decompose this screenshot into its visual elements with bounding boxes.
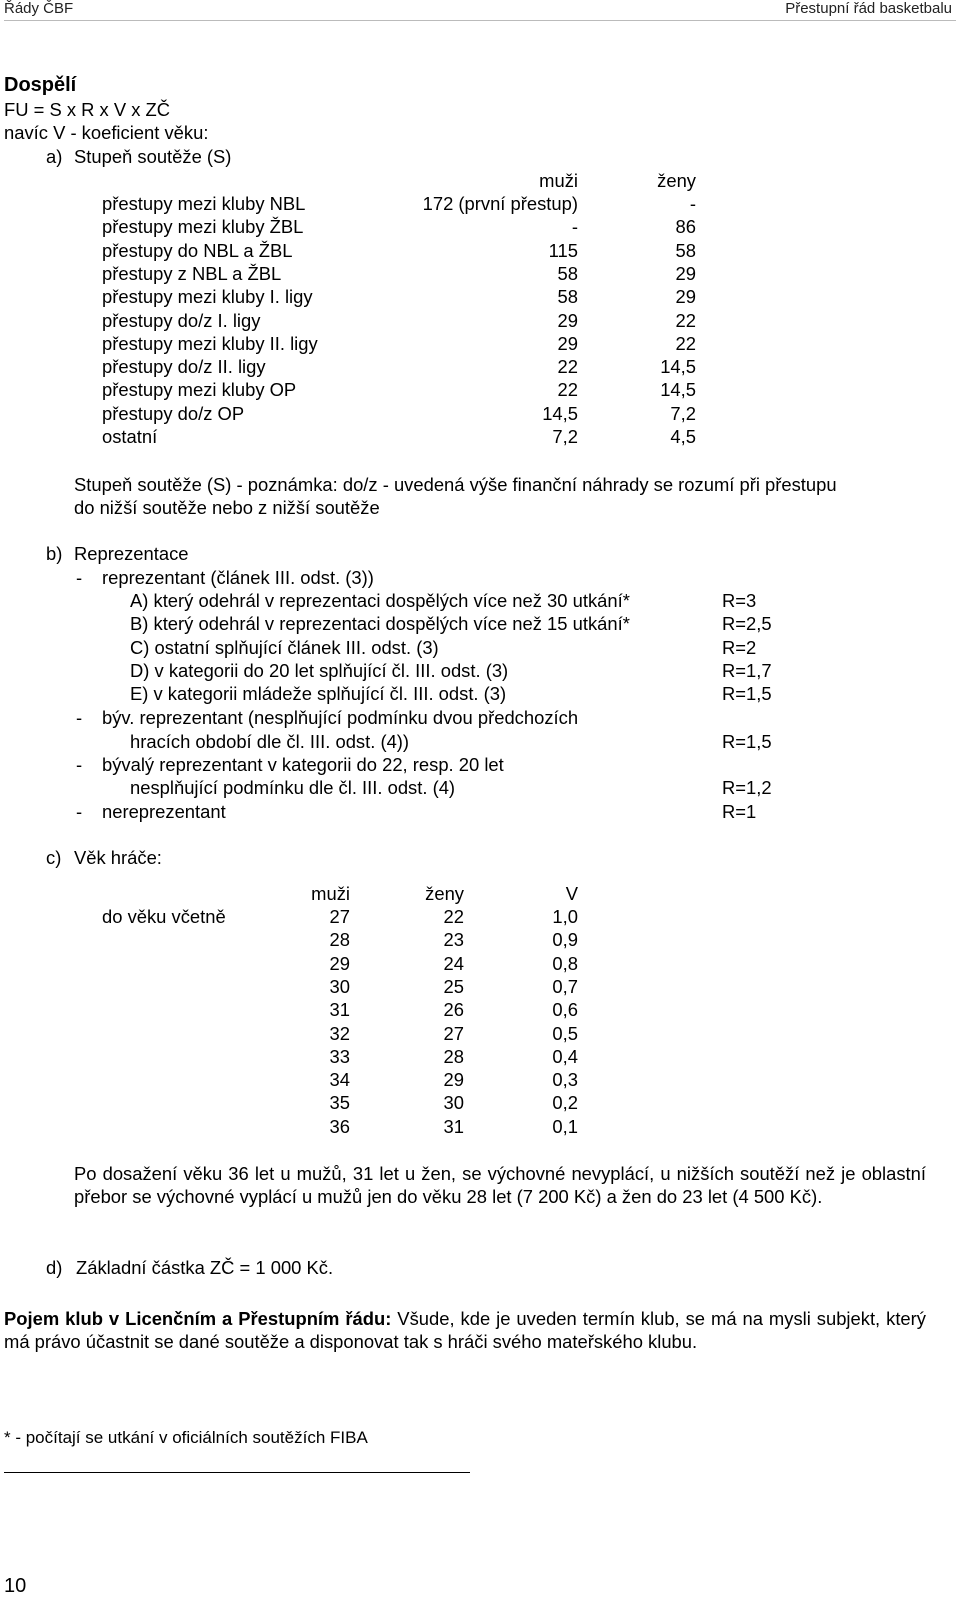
vek-row-v: 0,5	[552, 1022, 578, 1044]
b-item2-value: R=1,5	[722, 731, 772, 752]
vek-row-women: 27	[443, 1022, 464, 1044]
vek-row-men: 32	[329, 1022, 350, 1044]
reprezentace-sub-text: C) ostatní splňující článek III. odst. (3)	[130, 636, 439, 658]
vek-row-men: 34	[329, 1069, 350, 1091]
stupen-row-men: 22	[557, 379, 578, 401]
vek-row-women: 23	[443, 929, 464, 951]
c-label: c)	[46, 847, 62, 868]
b-item3-value: R=1,2	[722, 777, 772, 798]
d-label: d)	[46, 1257, 63, 1278]
stupen-row-name: přestupy mezi kluby I. ligy	[102, 286, 313, 308]
footnote: * - počítají se utkání v oficiálních soutěžích FIBA	[4, 1428, 368, 1447]
reprezentace-sub-value: R=1,5	[722, 683, 772, 705]
header-divider	[4, 20, 956, 21]
b-item3-line2: nesplňující podmínku dle čl. III. odst. (4)	[130, 777, 456, 798]
stupen-row-men: 14,5	[542, 402, 578, 424]
vek-row-women: 26	[443, 999, 464, 1021]
reprezentace-sub-text: A) který odehrál v reprezentaci dospělých více než 30 utkání*	[130, 590, 630, 611]
b-item2-line1: býv. reprezentant (nesplňující podmínku dvou předchozích	[102, 707, 579, 728]
vek-row-women: 24	[443, 952, 464, 974]
vek-row-v: 1,0	[552, 906, 578, 927]
b-dash-4: -	[76, 801, 83, 822]
a-col-men: muži	[539, 170, 578, 191]
vek-row-women: 29	[443, 1069, 464, 1091]
c-col-men: muži	[311, 883, 350, 904]
stupen-row-women: 7,2	[670, 402, 696, 424]
c-col-women: ženy	[425, 883, 464, 904]
stupen-row-women: 86	[675, 216, 696, 238]
a-label: a)	[46, 146, 63, 167]
page-number: 10	[4, 1575, 27, 1597]
stupen-row-men: 172 (první přestup)	[422, 193, 578, 214]
vek-row-v: 0,7	[552, 975, 578, 997]
vek-row-men: 33	[329, 1045, 350, 1067]
c-title: Věk hráče:	[74, 847, 162, 868]
reprezentace-sub-value: R=2	[722, 636, 757, 658]
b-dash-3: -	[76, 754, 83, 775]
vek-row-men: 28	[329, 929, 350, 951]
reprezentace-sub-value: R=3	[722, 590, 757, 611]
vek-row-women: 31	[443, 1115, 464, 1137]
section-title: Dospělí	[4, 74, 77, 96]
reprezentace-sub-text: B) který odehrál v reprezentaci dospělých více než 15 utkání*	[130, 613, 630, 635]
c-paragraph: Po dosažení věku 36 let u mužů, 31 let u žen, se výchovné nevyplácí, u nižších soutěží než je oblastní přebor se výchovné vyplácí u mužů jen do věku 28 let (7 200 Kč) a žen do 23 let (4 500 Kč).	[74, 1163, 926, 1207]
club-definition-text: Všude, kde je uveden termín klub, se má na mysli subjekt, který má právo účastnit se dané soutěže a disponovat tak s hráči svého mateřského klubu.	[4, 1308, 926, 1352]
stupen-row-women: 14,5	[660, 379, 696, 401]
b-dash-1: -	[76, 567, 83, 588]
stupen-row-women: 29	[675, 262, 696, 284]
club-definition-bold: Pojem klub v Licenčním a Přestupním řádu:	[4, 1308, 392, 1329]
stupen-row-women: 4,5	[670, 426, 696, 447]
vek-row-women: 25	[443, 975, 464, 997]
b-item4: nereprezentant	[102, 801, 226, 822]
b-title: Reprezentace	[74, 543, 189, 564]
club-definition	[4, 1307, 926, 1353]
stupen-row-women: 22	[675, 332, 696, 354]
vek-row-v: 0,8	[552, 952, 578, 974]
vek-row-v: 0,6	[552, 999, 578, 1021]
header-right: Přestupní řád basketbalu	[785, 0, 952, 17]
header-left: Řády ČBF	[4, 0, 74, 17]
stupen-row-men: 115	[548, 239, 578, 261]
stupen-row-women: 58	[675, 239, 696, 261]
stupen-row-men: 58	[557, 286, 578, 308]
stupen-row-name: ostatní	[102, 426, 158, 447]
stupen-row-men: 58	[557, 262, 578, 284]
stupen-row-name: přestupy do/z I. ligy	[102, 309, 261, 331]
vek-row-v: 0,4	[552, 1045, 578, 1067]
stupen-row-men: 29	[557, 332, 578, 354]
vek-row-men: 30	[329, 975, 350, 997]
stupen-row-men: -	[571, 216, 578, 238]
formula-note: navíc V - koeficient věku:	[4, 122, 209, 143]
vek-row-women: 22	[443, 906, 464, 927]
stupen-row-name: přestupy mezi kluby NBL	[102, 193, 306, 214]
b-dash-2: -	[76, 707, 83, 728]
b-item3-line1: bývalý reprezentant v kategorii do 22, resp. 20 let	[102, 754, 504, 775]
a-title: Stupeň soutěže (S)	[74, 146, 232, 167]
vek-row-v: 0,3	[552, 1069, 578, 1091]
reprezentace-sub-value: R=1,7	[722, 659, 772, 681]
a-col-women: ženy	[657, 170, 696, 191]
footnote-divider	[4, 1472, 470, 1473]
stupen-row-men: 29	[557, 309, 578, 331]
formula: FU = S x R x V x ZČ	[4, 99, 171, 120]
b-item1: reprezentant (článek III. odst. (3))	[102, 567, 374, 588]
b-item4-value: R=1	[722, 801, 757, 822]
stupen-row-name: přestupy do NBL a ŽBL	[102, 239, 293, 261]
a-note-line2: do nižší soutěže nebo z nižší soutěže	[74, 497, 380, 518]
vek-row-men: 27	[329, 906, 350, 927]
stupen-row-name: přestupy do/z II. ligy	[102, 356, 266, 378]
stupen-row-women: -	[689, 193, 696, 214]
stupen-row-women: 22	[675, 309, 696, 331]
b-item2-line2: hracích období dle čl. III. odst. (4))	[130, 731, 410, 752]
stupen-row-women: 14,5	[660, 356, 696, 378]
vek-row-men: 31	[329, 999, 350, 1021]
vek-row-men: 29	[329, 952, 350, 974]
vek-row-v: 0,1	[552, 1115, 578, 1137]
stupen-row-name: přestupy mezi kluby ŽBL	[102, 216, 304, 238]
vek-row-men: 36	[329, 1115, 350, 1137]
stupen-row-name: přestupy mezi kluby II. ligy	[102, 332, 318, 354]
vek-row-women: 28	[443, 1045, 464, 1067]
c-row-label: do věku včetně	[102, 906, 226, 927]
d-text: Základní částka ZČ = 1 000 Kč.	[76, 1257, 334, 1278]
stupen-row-men: 7,2	[552, 426, 578, 447]
stupen-row-men: 22	[557, 356, 578, 378]
b-label: b)	[46, 543, 63, 564]
vek-row-v: 0,2	[552, 1092, 578, 1114]
reprezentace-sub-value: R=2,5	[722, 613, 772, 635]
a-note-line1: Stupeň soutěže (S) - poznámka: do/z - uvedená výše finanční náhrady se rozumí při přestupu	[74, 474, 837, 495]
stupen-row-name: přestupy z NBL a ŽBL	[102, 262, 282, 284]
vek-row-men: 35	[329, 1092, 350, 1114]
stupen-row-women: 29	[675, 286, 696, 308]
c-col-v: V	[565, 883, 578, 904]
stupen-row-name: přestupy mezi kluby OP	[102, 379, 297, 401]
stupen-row-name: přestupy do/z OP	[102, 402, 245, 424]
reprezentace-sub-text: D) v kategorii do 20 let splňující čl. III. odst. (3)	[130, 659, 509, 681]
vek-row-women: 30	[443, 1092, 464, 1114]
reprezentace-sub-text: E) v kategorii mládeže splňující čl. III. odst. (3)	[130, 683, 507, 705]
vek-row-v: 0,9	[552, 929, 578, 951]
